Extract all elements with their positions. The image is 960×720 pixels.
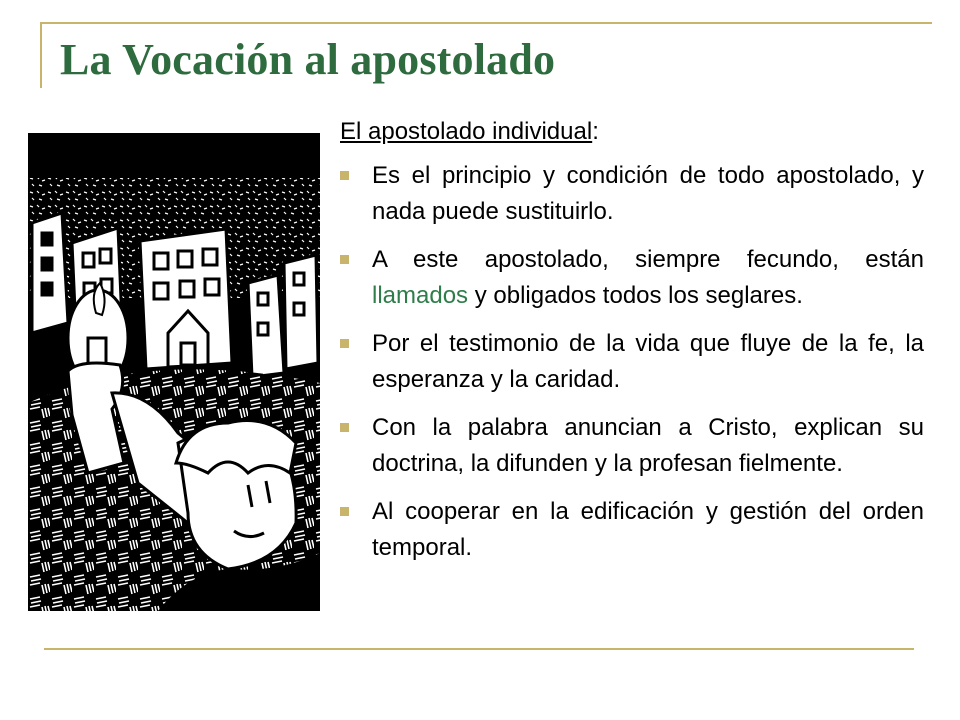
left-rule (40, 22, 42, 88)
bullet-item (340, 494, 924, 566)
bullet-text: Al cooperar en la edificación y gestión del orden temporal. (372, 498, 924, 561)
bullet-item (340, 410, 924, 482)
person-holding-candle-city-illustration (28, 133, 320, 611)
bullet-item (340, 158, 924, 230)
bullet-text-after: y obligados todos los seglares. (468, 282, 803, 309)
bottom-rule (44, 648, 914, 650)
bullet-list (340, 158, 924, 566)
square-bullet-icon (340, 255, 349, 264)
square-bullet-icon (340, 423, 349, 432)
bullet-text: Es el principio y condición de todo apostolado, y nada puede sustituirlo. (372, 162, 924, 225)
bullet-text-before: A este apostolado, siempre fecundo, están (372, 246, 924, 273)
subheading-label: El apostolado individual (340, 118, 593, 145)
bullet-item (340, 326, 924, 398)
subheading-suffix: : (592, 118, 599, 145)
square-bullet-icon (340, 507, 349, 516)
bullet-text: Con la palabra anuncian a Cristo, explican su doctrina, la difunden y la profesan fielmente. (372, 414, 924, 477)
bullet-highlight: llamados (372, 282, 469, 309)
candle-flame (94, 283, 105, 315)
slide-body (340, 114, 924, 578)
bullet-item (340, 242, 924, 314)
building-left (32, 213, 68, 333)
slide-title: La Vocación al apostolado (60, 35, 556, 84)
top-rule (40, 22, 932, 24)
square-bullet-icon (340, 339, 349, 348)
bullet-text: Por el testimonio de la vida que fluye de la fe, la esperanza y la caridad. (372, 330, 924, 393)
square-bullet-icon (340, 171, 349, 180)
subheading (340, 114, 924, 150)
building-center (140, 229, 232, 369)
